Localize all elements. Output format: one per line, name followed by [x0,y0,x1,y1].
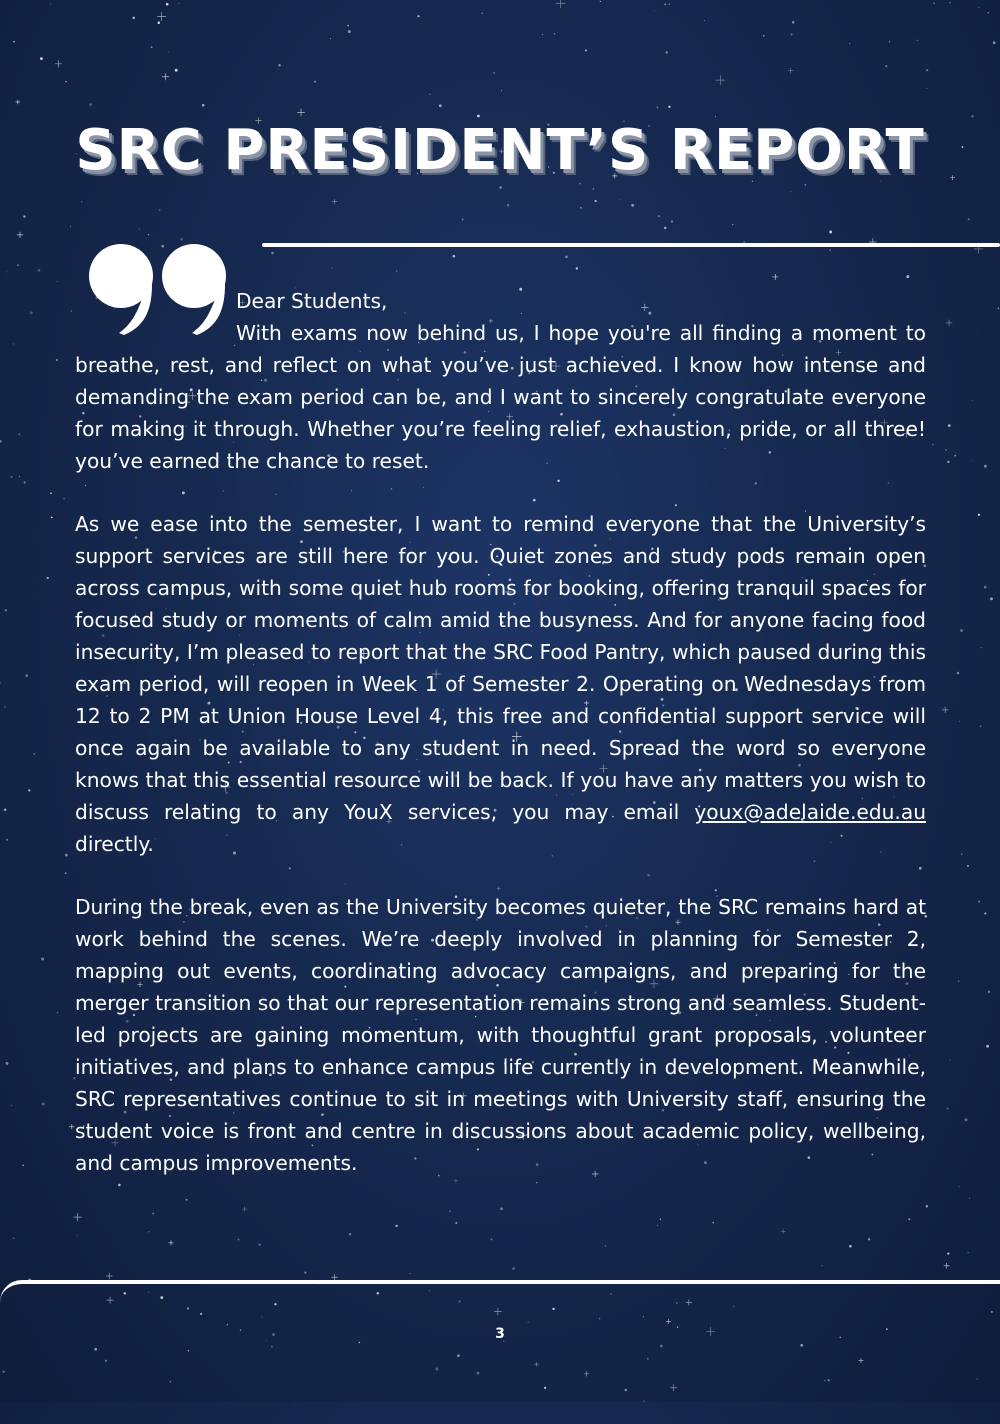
star-dot [38,269,41,272]
star-dot [654,10,655,11]
star-dot [656,106,658,108]
star-dot [619,199,620,200]
star-dot [986,1045,989,1048]
star-dot [984,465,987,468]
star-dot [453,255,456,258]
star-dot [278,64,280,66]
star-dot [664,3,666,5]
star-dot [159,209,161,211]
star-dot [889,41,890,42]
star-dot [89,103,92,106]
star-dot [13,343,14,344]
star-dot [849,1245,852,1248]
star-dot [6,839,8,841]
star-dot [933,2,935,4]
star-dot [429,94,430,95]
star-dot [50,3,51,4]
star-dot [849,43,850,44]
star-dot [829,230,832,233]
star-sparkle [162,73,169,80]
star-dot [11,1105,12,1106]
star-dot [594,200,596,202]
star-dot [579,183,581,185]
star-sparkle [169,1240,174,1245]
star-dot [972,400,973,401]
star-dot [998,308,1000,310]
star-sparkle [944,1263,950,1269]
star-dot [477,115,480,118]
star-dot [990,597,993,600]
star-dot [712,1222,714,1224]
star-dot [958,980,959,981]
star-sparkle [781,1229,786,1234]
star-dot [967,1252,968,1253]
star-dot [409,1273,410,1274]
star-sparkle [157,12,166,21]
star-dot [585,49,587,51]
star-dot [33,753,35,755]
star-dot [24,481,26,483]
star-dot [57,1012,58,1013]
star-dot [0,682,1,684]
star-dot [792,21,795,24]
star-dot [4,706,5,707]
letter-intro-paragraph [75,286,926,477]
star-dot [554,33,556,35]
star-dot [348,30,351,33]
letter-paragraph-3: During the break, even as the University becomes quieter, the SRC remains hard at work behind the scenes. We’re deeply involved in planning for Semester 2, mapping out events, coordinating advocacy campaigns, and preparing for the merger transition so that our representation remains strong and seamless. Student-led projects are gaining momentum, with thoughtful grant proposals, volunteer initiatives, and plans to enhance campus life currently in development. Meanwhile, SRC representatives continue to sit in meetings with University staff, ensuring the student voice is front and centre in discussions about academic policy, wellbeing, and campus improvements. [75,895,926,1175]
star-dot [0,440,2,442]
star-dot [166,3,169,6]
star-dot [50,492,52,494]
star-dot [791,33,793,35]
star-dot [331,268,332,269]
star-dot [657,1225,658,1226]
star-sparkle [69,1124,74,1129]
star-dot [330,38,331,39]
star-dot [462,219,464,221]
star-sparkle [242,1207,247,1212]
star-dot [148,1231,149,1232]
star-dot [980,726,982,728]
star-sparkle [942,707,949,714]
star-dot [314,80,316,82]
star-dot [23,215,25,217]
star-dot [605,1245,606,1246]
star-dot [715,116,716,117]
star-dot [40,57,43,60]
star-dot [961,853,963,855]
star-dot [978,514,980,516]
paragraph-2-text: As we ease into the semester, I want to remind everyone that the University’s support services are still here for you. Quiet zones and study pods remain open across campus, with some quiet hub rooms for booking, offering tranquil spaces for focused study or moments of calm amid the busyness. And for anyone facing food insecurity, I’m pleased to report that the SRC Food Pantry, which paused during this exam period, will reopen in Week 1 of Semester 2. Operating on Wednesdays from 12 to 2 PM at Union House Level 4, this free and confidential support service will once again be available to any student in need. Spread the word so everyone knows that this essential resource will be back. If you have any matters you wish to discuss relating to any YouX services, you may email [75,512,926,824]
star-dot [10,476,12,478]
star-dot [988,991,990,993]
star-dot [947,1108,949,1110]
star-dot [47,577,49,579]
star-dot [175,69,178,72]
star-sparkle [556,0,566,8]
star-dot [885,65,887,67]
star-dot [507,204,509,206]
star-dot [666,51,668,53]
star-dot [763,35,765,37]
star-dot [202,104,205,107]
star-dot [57,281,58,282]
star-dot [22,1165,23,1166]
star-dot [945,449,946,450]
star-dot [17,264,19,266]
star-dot [965,1118,968,1121]
star-dot [65,81,67,83]
star-dot [482,13,483,14]
star-dot [168,52,169,53]
star-dot [118,1184,121,1187]
top-divider-line [262,243,1000,247]
star-dot [77,1235,78,1236]
star-dot [947,1253,949,1255]
star-dot [396,270,398,272]
star-dot [151,46,153,48]
star-dot [926,88,927,89]
star-sparkle [715,75,725,85]
star-sparkle [772,274,778,280]
star-dot [30,312,33,315]
star-dot [41,958,44,961]
star-dot [19,476,20,477]
star-sparkle [106,1273,112,1279]
star-dot [917,40,919,42]
paragraph-2-end: directly. [75,831,154,856]
star-dot [449,1210,451,1212]
star-dot [669,3,670,4]
salutation: Dear Students, [236,289,388,313]
bottom-frame-line [0,1280,1000,1424]
star-dot [500,1207,503,1210]
star-dot [631,204,634,207]
letter-paragraph-2 [75,509,926,860]
star-dot [926,1205,928,1207]
star-dot [499,186,502,189]
paragraph-1: With exams now behind us, I hope you're all finding a moment to breathe, rest, and reflect on what you’ve just achieved. I know how intense and demanding the exam period can be, and I want to sincerely congratulate everyone for making it through. Whether you’re feeling relief, exhaustion, pride, or all three! you’ve earned the chance to reset. [75,320,926,473]
star-dot [238,1239,240,1241]
star-sparkle [297,109,305,117]
star-dot [959,721,960,722]
star-dot [906,275,909,278]
star-dot [954,455,956,457]
star-dot [65,854,68,857]
star-dot [949,2,951,4]
star-dot [593,188,594,189]
star-dot [42,1103,45,1106]
star-dot [349,1233,351,1235]
star-dot [968,218,970,220]
star-dot [65,872,66,873]
star-dot [959,1186,960,1187]
star-dot [908,1218,910,1220]
star-dot [501,90,502,91]
star-dot [493,72,494,73]
star-dot [600,1,601,2]
star-dot [158,21,161,24]
star-dot [26,674,29,677]
star-dot [984,912,986,914]
star-dot [7,271,8,272]
star-dot [978,7,979,8]
star-dot [668,106,670,108]
star-dot [932,444,934,446]
star-dot [13,1237,15,1239]
star-dot [664,227,667,230]
star-dot [71,310,72,311]
star-dot [658,215,660,217]
star-dot [926,69,928,71]
star-dot [56,359,58,361]
star-dot [969,1198,970,1199]
star-dot [790,191,791,192]
star-dot [957,672,960,675]
star-dot [947,461,949,463]
star-sparkle [946,320,952,326]
page-title: SRC PRESIDENT’S REPORT [75,118,925,183]
star-dot [186,1199,188,1201]
star-dot [981,647,982,648]
star-dot [536,1182,537,1183]
star-dot [152,1213,154,1215]
star-dot [950,1060,951,1061]
star-dot [868,1238,870,1240]
star-dot [6,1062,9,1065]
star-dot [304,1272,306,1274]
star-dot [967,865,969,867]
star-sparkle [788,68,794,74]
star-dot [542,34,543,35]
star-dot [271,252,274,255]
star-sparkle [332,199,337,204]
star-dot [179,3,180,4]
star-dot [63,498,64,499]
star-sparkle [17,232,23,238]
star-dot [576,267,578,269]
star-dot [732,224,733,225]
star-sparkle [74,1213,82,1221]
star-dot [4,808,7,811]
star-dot [28,789,30,791]
star-dot [704,20,705,21]
email-link[interactable]: youx@adelaide.edu.au [694,799,926,824]
star-dot [660,1219,661,1220]
page-number: 3 [495,1326,505,1342]
star-dot [822,1265,823,1266]
star-dot [417,15,419,17]
star-dot [580,207,582,209]
star-dot [132,17,134,19]
star-dot [347,25,348,26]
star-dot [993,41,996,44]
star-dot [439,104,442,107]
star-dot [395,1225,397,1227]
star-dot [5,609,7,611]
star-dot [671,220,673,222]
star-dot [984,586,987,589]
star-sparkle [16,100,21,105]
star-dot [81,201,82,202]
star-dot [455,1222,457,1224]
star-dot [13,41,15,43]
star-sparkle [55,60,62,67]
star-dot [51,516,53,518]
letter-body [75,286,926,1180]
star-dot [258,1243,261,1246]
star-dot [70,226,71,227]
star-dot [960,629,963,632]
star-dot [988,12,989,13]
star-dot [972,460,973,461]
star-dot [805,184,807,186]
star-dot [565,255,568,258]
star-dot [829,249,831,251]
star-dot [948,424,951,427]
star-dot [978,901,980,903]
star-dot [512,1267,515,1270]
star-dot [18,433,20,435]
star-dot [491,1238,493,1240]
star-dot [139,229,140,230]
